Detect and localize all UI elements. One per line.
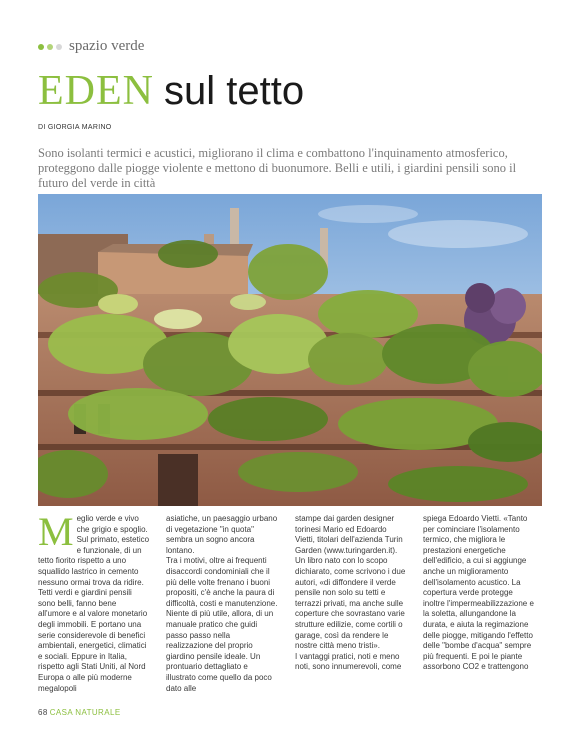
body-paragraph: asiatiche, un paesaggio urbano di vegetazione "in quota" sembra un sogno ancora lontano. xyxy=(166,514,278,555)
magazine-name: CASA NATURALE xyxy=(49,708,121,717)
page-number: 68 xyxy=(38,708,48,717)
byline: DI GIORGIA MARINO xyxy=(38,124,112,131)
dot-icon xyxy=(38,44,44,50)
body-column-4 xyxy=(423,514,535,673)
body-column-1 xyxy=(38,509,150,694)
rooftop-garden-photo xyxy=(38,194,542,506)
dot-icon xyxy=(56,44,62,50)
body-column-3 xyxy=(295,514,407,673)
drop-cap: M xyxy=(38,509,74,554)
standfirst: Sono isolanti termici e acustici, migliorano il clima e combattono l'inquinamento atmosferico, proteggono dalle piogge violente e mettono di buonumore. Belli e utili, i giardini pensili sono il futuro del verde in città xyxy=(38,146,517,190)
section-header xyxy=(38,38,144,55)
body-text: eglio verde e vivo che grigio e spoglio. Sul primato, estetico e funzionale, di un tetto fiorito rispetto a uno squallido lastrico in cemento nessuno ormai trova da ridire. Tetti verdi e giardini pensili sono belli, fanno bene all'umore e al valore monetario degli immobili. E portano una serie considerevole di benefici ambientali, energetici, climatici e sociali. Eppure in Italia, rispetto agli Stati Uniti, al Nord Europa o alle più moderne megalopoli xyxy=(38,514,150,693)
article-title xyxy=(38,70,304,112)
body-paragraph: stampe dai garden designer torinesi Mario ed Edoardo Vietti, titolari dell'azienda Turin Garden (www.turingarden.it). Un libro nato con lo scopo dichiarato, come scrivono i due autori, «di diffondere il verde pensile non solo su tetti e terrazzi privati, ma anche sulle coperture che sovrastano varie strutture edilizie, come cortili o garage, così da rendere le nostre città meno tristi». xyxy=(295,514,406,651)
page-footer xyxy=(38,708,121,717)
section-label: spazio verde xyxy=(69,38,145,54)
body-paragraph: spiega Edoardo Vietti. «Tanto per cominciare l'isolamento termico, che migliora le prestazioni energetiche dell'edificio, a cui si aggiunge anche un miglioramento dell'isolamento acustico. La copertura verde protegge inoltre l'impermeabilizzazione e la soletta, allungandone la durata, e aiuta la regimazione delle piogge, mitigando l'effetto delle "bombe d'acqua" sempre più frequenti. E poi le piante assorbono CO2 e trattengono xyxy=(423,514,534,672)
body-paragraph: I vantaggi pratici, noti e meno noti, sono innumerevoli, come xyxy=(295,651,402,672)
title-highlight: EDEN xyxy=(38,68,154,114)
title-rest: sul tetto xyxy=(163,69,305,113)
dot-icon xyxy=(47,44,53,50)
body-paragraph: Tra i motivi, oltre ai frequenti disaccordi condominiali che il più delle volte frenano i buoni propositi, c'è anche la paura di difficoltà, costi e manutenzione. Niente di più utile, allora, di un manuale pratico che guidi passo passo nella realizzazione del proprio giardino pensile ideale. Un prontuario dettagliato e illustrato come quello da poco dato alle xyxy=(166,556,278,693)
body-column-2 xyxy=(166,514,278,694)
